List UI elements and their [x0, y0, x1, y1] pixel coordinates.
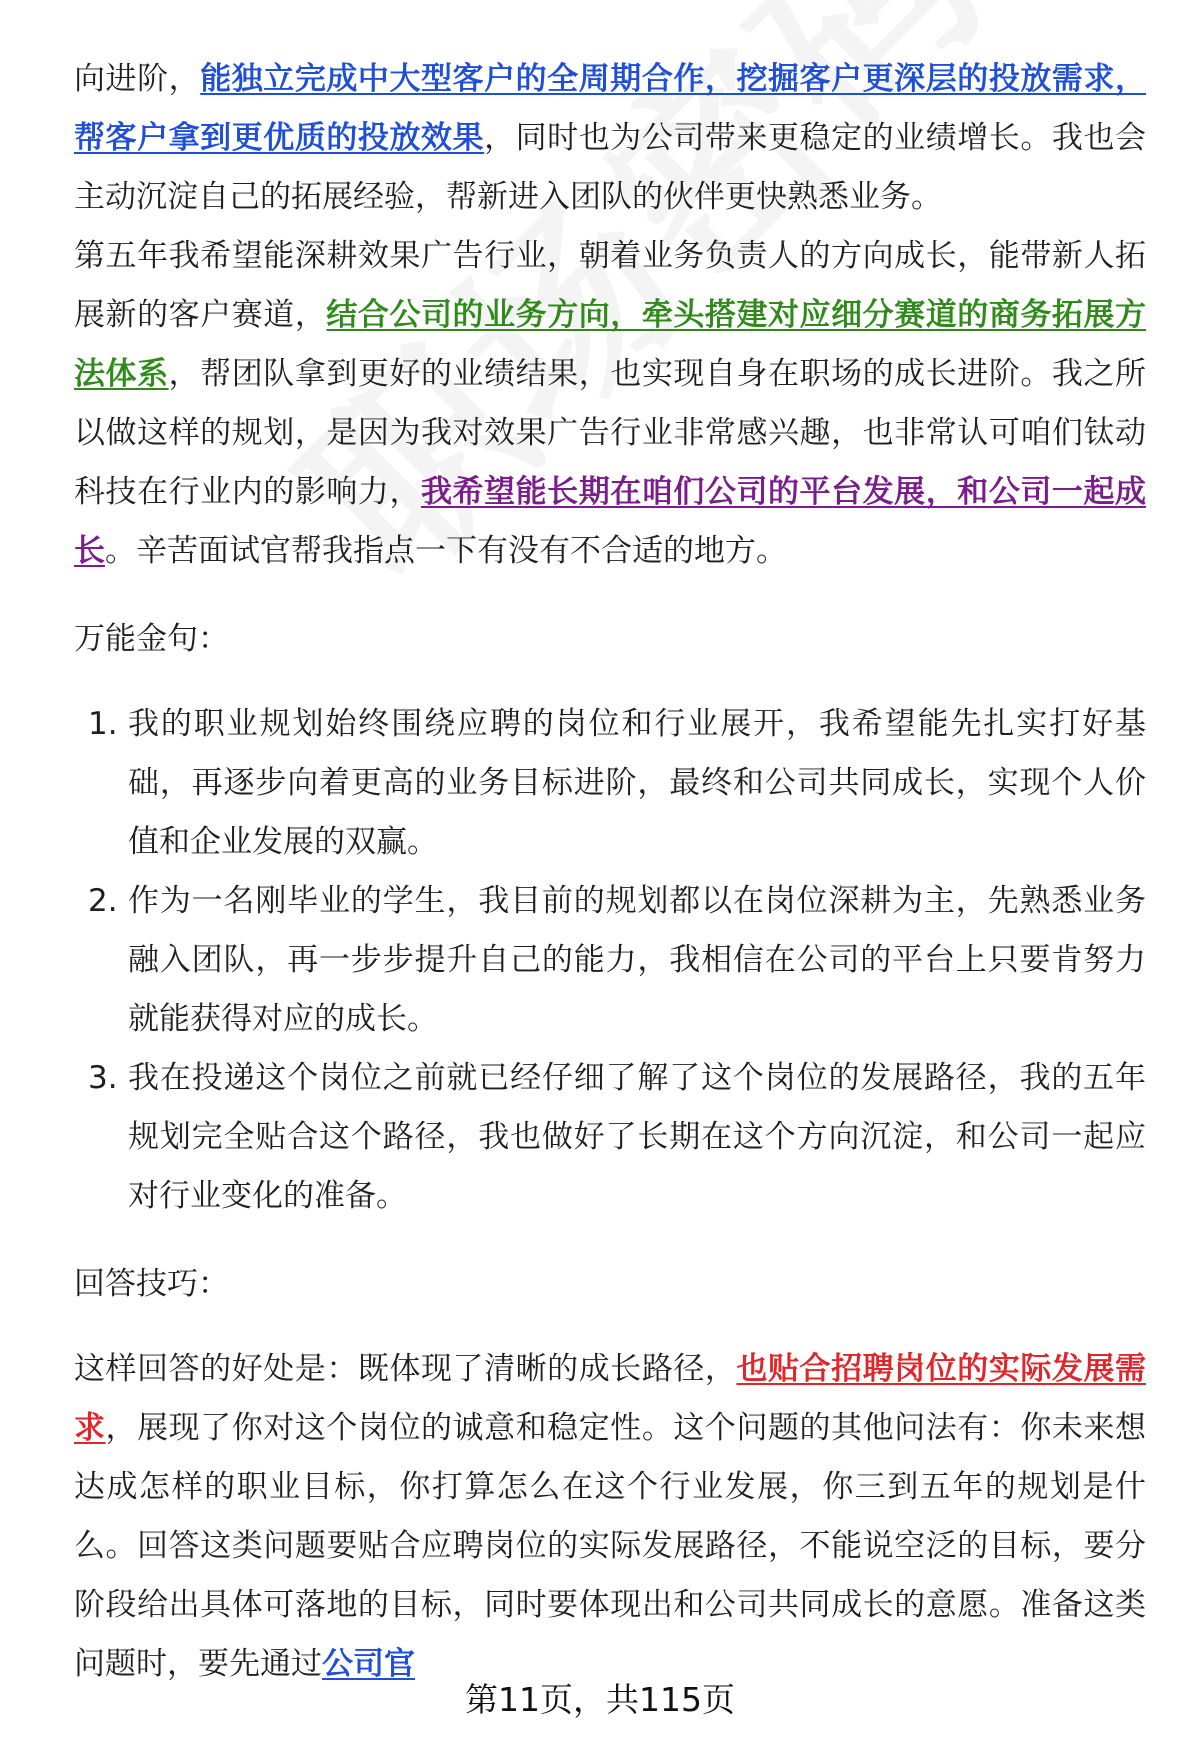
- text-segment: ，展现了你对这个岗位的诚意和稳定性。这个问题的其他问法有：你未来想达成怎样的职业目标，你打算怎么在这个行业发展，你三到五年的规划是什么。回答这类问题要贴合应聘岗位的实际发展路径，不能说空泛的目标，要分阶段给出具体可落地的目标，同时要体现出和公司共同成长的意愿。准备这类问题时，要先通过: [74, 1410, 1146, 1682]
- answer-tips-label: 回答技巧：: [74, 1266, 229, 1302]
- paragraph-fourth-year: [74, 50, 1146, 227]
- highlight-green: 结合公司的业务方向，牵头搭建对应细分赛道的商务拓展方法体系: [74, 297, 1147, 392]
- page-footer: 第11页，共115页: [465, 1680, 735, 1719]
- list-item: [74, 695, 1146, 872]
- list-text: 作为一名刚毕业的学生，我目前的规划都以在岗位深耕为主，先熟悉业务融入团队，再一步步提升自己的能力，我相信在公司的平台上只要肯努力就能获得对应的成长。: [128, 883, 1146, 1037]
- text-segment: 。辛苦面试官帮我指点一下有没有不合适的地方。: [105, 533, 787, 569]
- text-segment: 向进阶，: [74, 61, 201, 97]
- list-item: [74, 872, 1146, 1049]
- highlight-blue: 能独立完成中大型客户的全周期合作，挖掘客户更深层的投放需求，帮客户拿到更优质的投放效果: [74, 61, 1147, 156]
- paragraph-fifth-year: [74, 227, 1146, 581]
- list-text: 我的职业规划始终围绕应聘的岗位和行业展开，我希望能先扎实打好基础，再逐步向着更高的业务目标进阶，最终和公司共同成长，实现个人价值和企业发展的双赢。: [128, 706, 1146, 860]
- highlight-purple: 我希望能长期在咱们公司的平台发展，和公司一起成长: [74, 474, 1146, 569]
- highlight-red: 也贴合招聘岗位的实际发展需求: [74, 1351, 1146, 1446]
- text-segment: 这样回答的好处是：既体现了清晰的成长路径，: [74, 1351, 737, 1387]
- list-text: 我在投递这个岗位之前就已经仔细了解了这个岗位的发展路径，我的五年规划完全贴合这个路径，我也做好了长期在这个方向沉淀，和公司一起应对行业变化的准备。: [128, 1060, 1146, 1214]
- text-segment: ，同时也为公司带来更稳定的业绩增长。我也会主动沉淀自己的拓展经验，帮新进入团队的伙伴更快熟悉业务。: [74, 120, 1147, 215]
- list-number: 2.: [88, 883, 118, 919]
- golden-sentences-list: [74, 695, 1146, 1226]
- highlight-blue: 公司官: [322, 1646, 415, 1682]
- golden-sentences-label: 万能金句：: [74, 621, 229, 657]
- list-number: 3.: [88, 1060, 118, 1096]
- paragraph-tips: [74, 1340, 1146, 1694]
- text-segment: ，帮团队拿到更好的业绩结果，也实现自身在职场的成长进阶。我之所以做这样的规划，是因为我对效果广告行业非常感兴趣，也非常认可咱们钛动科技在行业内的影响力，: [74, 356, 1147, 510]
- document-body: [74, 50, 1146, 1694]
- text-segment: 第五年我希望能深耕效果广告行业，朝着业务负责人的方向成长，能带新人拓展新的客户赛道，: [74, 238, 1146, 333]
- list-item: [74, 1049, 1146, 1226]
- list-number: 1.: [88, 706, 118, 742]
